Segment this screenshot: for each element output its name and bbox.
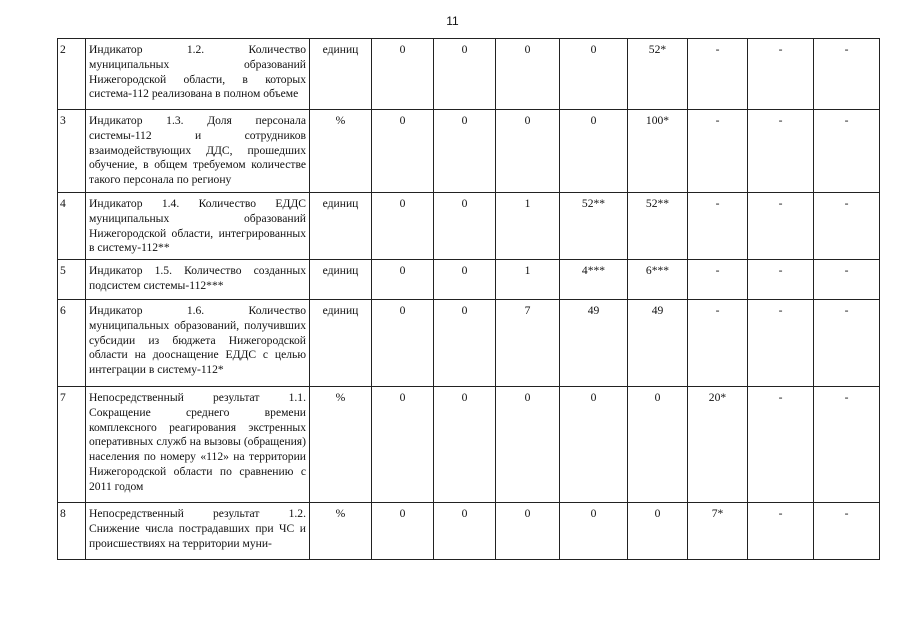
row-number: 2 [58,39,86,110]
row-unit: единиц [310,193,372,260]
value-cell: 0 [434,110,496,193]
value-cell: - [688,110,748,193]
value-cell: 52** [628,193,688,260]
value-cell: - [688,260,748,300]
value-cell: 100* [628,110,688,193]
value-cell: - [814,260,880,300]
value-cell: 52** [560,193,628,260]
value-cell: 0 [434,503,496,560]
value-cell: 0 [496,110,560,193]
row-number: 8 [58,503,86,560]
value-cell: - [748,503,814,560]
value-cell: 0 [372,110,434,193]
value-cell: - [814,193,880,260]
value-cell: 20* [688,387,748,503]
table-row [58,110,880,193]
table-row [58,503,880,560]
row-number: 4 [58,193,86,260]
value-cell: - [814,300,880,387]
row-description: Непосредственный результат 1.1. Сокращение среднего времени комплексного реагирования экстренных оперативных служб на вызовы (обращения) населения по номеру «112» на территории Нижегородской области по сравнению с 2011 годом [86,387,310,503]
row-description: Непосредственный результат 1.2. Снижение числа пострадавших при ЧС и происшествиях на территории муни- [86,503,310,560]
value-cell: 0 [372,260,434,300]
value-cell: 0 [434,193,496,260]
value-cell: 0 [560,110,628,193]
value-cell: 7 [496,300,560,387]
table-row [58,300,880,387]
row-number: 7 [58,387,86,503]
value-cell: - [748,39,814,110]
row-unit: % [310,387,372,503]
value-cell: - [814,39,880,110]
value-cell: 0 [496,503,560,560]
value-cell: 49 [628,300,688,387]
value-cell: - [688,193,748,260]
value-cell: 0 [372,387,434,503]
value-cell: 0 [628,387,688,503]
table-row [58,193,880,260]
value-cell: - [748,110,814,193]
value-cell: 0 [628,503,688,560]
value-cell: - [688,39,748,110]
row-description: Индикатор 1.4. Количество ЕДДС муниципальных образований Нижегородской области, интегрированных в систему-112** [86,193,310,260]
value-cell: 0 [496,39,560,110]
indicators-table [57,38,880,560]
row-description: Индикатор 1.2. Количество муниципальных образований Нижегородской области, в которых система-112 реализована в полном объеме [86,39,310,110]
indicators-table-body [58,39,880,560]
row-unit: % [310,110,372,193]
value-cell: 0 [434,387,496,503]
value-cell: 0 [560,387,628,503]
value-cell: 49 [560,300,628,387]
value-cell: 4*** [560,260,628,300]
row-description: Индикатор 1.6. Количество муниципальных образований, получивших субсидии из бюджета Нижегородской области на дооснащение ЕДДС с целью интеграции в систему-112* [86,300,310,387]
value-cell: 1 [496,260,560,300]
value-cell: 52* [628,39,688,110]
value-cell: 0 [434,300,496,387]
value-cell: 0 [372,300,434,387]
value-cell: - [748,300,814,387]
value-cell: - [688,300,748,387]
page-number: 11 [446,14,459,28]
table-row [58,39,880,110]
value-cell: 0 [434,260,496,300]
value-cell: - [748,193,814,260]
value-cell: 0 [372,39,434,110]
table-row [58,260,880,300]
value-cell: - [814,387,880,503]
value-cell: 0 [434,39,496,110]
value-cell: 7* [688,503,748,560]
value-cell: 0 [560,503,628,560]
value-cell: 1 [496,193,560,260]
value-cell: 6*** [628,260,688,300]
row-description: Индикатор 1.3. Доля персонала системы-112 и сотрудников взаимодействующих ДДС, прошедших обучение, в общем требуемом количестве такого персонала по региону [86,110,310,193]
row-number: 3 [58,110,86,193]
value-cell: - [748,387,814,503]
row-description: Индикатор 1.5. Количество созданных подсистем системы-112*** [86,260,310,300]
row-unit: единиц [310,39,372,110]
row-number: 6 [58,300,86,387]
value-cell: 0 [496,387,560,503]
table-row [58,387,880,503]
value-cell: 0 [372,193,434,260]
value-cell: - [748,260,814,300]
row-unit: единиц [310,260,372,300]
value-cell: - [814,503,880,560]
row-unit: % [310,503,372,560]
value-cell: 0 [560,39,628,110]
row-number: 5 [58,260,86,300]
value-cell: - [814,110,880,193]
row-unit: единиц [310,300,372,387]
value-cell: 0 [372,503,434,560]
